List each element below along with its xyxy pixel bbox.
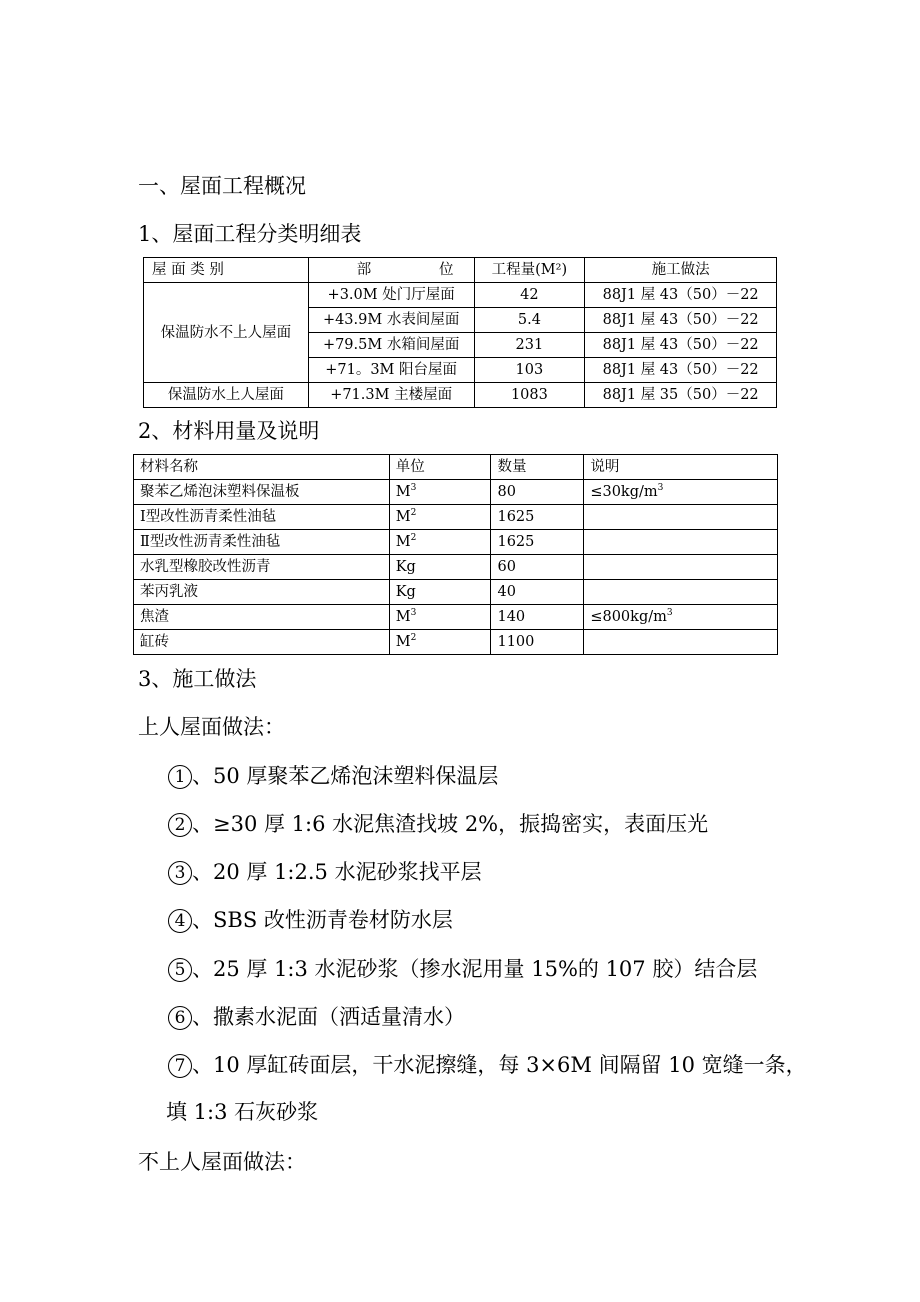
cell-name: 聚苯乙烯泡沫塑料保温板 [134, 480, 390, 505]
note-sup: 3 [666, 608, 673, 619]
cell-qty: 40 [491, 580, 584, 605]
group-label: 保温防水上人屋面 [144, 383, 309, 408]
header-note: 说明 [584, 455, 778, 480]
cell-note [584, 555, 778, 580]
group-label: 保温防水不上人屋面 [144, 283, 309, 383]
unit-base: Kg [395, 559, 416, 575]
step-text: 、50 厚聚苯乙烯泡沫塑料保温层 [192, 764, 499, 788]
cell-unit [389, 555, 491, 580]
cell-qty: 5.4 [474, 308, 585, 333]
cell-note [584, 605, 778, 630]
unit-base: M [395, 634, 411, 650]
step-2 [168, 810, 708, 838]
method-title: 上人屋面做法： [138, 715, 285, 739]
cell-qty: 60 [491, 555, 584, 580]
cell-method: 88J1 屋 43（50）－22 [585, 308, 777, 333]
unit-sup: 3 [410, 483, 417, 494]
header-qty: 工程量(M²) [474, 258, 585, 283]
cell-method: 88J1 屋 43（50）－22 [585, 358, 777, 383]
cell-qty: 140 [491, 605, 584, 630]
cell-part: +71.3M 主楼屋面 [308, 383, 474, 408]
step-text: 、SBS 改性沥青卷材防水层 [192, 908, 453, 932]
table-row [144, 283, 777, 308]
table-row [134, 630, 778, 655]
unit-base: Kg [395, 584, 416, 600]
circled-number: 1 [168, 765, 192, 789]
circled-number: 4 [168, 909, 192, 933]
subsection-title-3: 3、施工做法 [138, 667, 257, 691]
step-1 [168, 762, 498, 790]
table-row [134, 530, 778, 555]
cell-note [584, 530, 778, 555]
cell-note [584, 505, 778, 530]
unit-base: M [395, 509, 411, 525]
circled-number: 5 [168, 958, 192, 982]
unit-base: M [395, 609, 411, 625]
cell-qty: 231 [474, 333, 585, 358]
cell-qty: 1083 [474, 383, 585, 408]
step-4 [168, 906, 453, 934]
cell-part: +79.5M 水箱间屋面 [308, 333, 474, 358]
cell-method: 88J1 屋 43（50）－22 [585, 283, 777, 308]
header-type: 屋 面 类 别 [144, 258, 309, 283]
subsection-title-2: 2、材料用量及说明 [138, 419, 320, 443]
cell-name: 苯丙乳液 [134, 580, 390, 605]
note-base: ≤800kg/m [590, 609, 667, 625]
table-row [134, 605, 778, 630]
note-base: ≤30kg/m [590, 484, 658, 500]
cell-note [584, 630, 778, 655]
cell-method: 88J1 屋 35（50）－22 [585, 383, 777, 408]
step-text: 、10 厚缸砖面层，干水泥擦缝，每 3×6M 间隔留 10 宽缝一条， [192, 1053, 807, 1077]
cell-unit [389, 630, 491, 655]
step-text: 、≥30 厚 1:6 水泥焦渣找坡 2%，振捣密实，表面压光 [192, 812, 709, 836]
cell-unit [389, 480, 491, 505]
cell-qty: 103 [474, 358, 585, 383]
table-row [134, 555, 778, 580]
circled-number: 6 [168, 1006, 192, 1030]
cell-qty: 1625 [491, 505, 584, 530]
cell-part: +71。3M 阳台屋面 [308, 358, 474, 383]
unit-sup: 2 [410, 633, 417, 644]
cell-part: +43.9M 水表间屋面 [308, 308, 474, 333]
cell-part: +3.0M 处门厅屋面 [308, 283, 474, 308]
table-row [134, 505, 778, 530]
cell-unit [389, 605, 491, 630]
unit-sup: 3 [410, 608, 417, 619]
step-5 [168, 955, 757, 983]
cell-name: 焦渣 [134, 605, 390, 630]
method2-title: 不上人屋面做法： [138, 1150, 306, 1174]
header-name: 材料名称 [134, 455, 390, 480]
cell-name: 缸砖 [134, 630, 390, 655]
header-part [308, 258, 474, 283]
table-row [134, 480, 778, 505]
cell-qty: 80 [491, 480, 584, 505]
cell-name: 水乳型橡胶改性沥青 [134, 555, 390, 580]
step-6 [168, 1003, 465, 1031]
unit-base: M [395, 484, 411, 500]
cell-unit [389, 530, 491, 555]
step-3 [168, 858, 482, 886]
roof-classification-table [143, 257, 777, 408]
unit-sup: 2 [410, 508, 417, 519]
cell-unit [389, 580, 491, 605]
header-unit: 单位 [389, 455, 491, 480]
material-usage-table [133, 454, 778, 655]
circled-number: 2 [168, 813, 192, 837]
step-7 [168, 1051, 807, 1079]
circled-number: 7 [168, 1054, 192, 1078]
header-part-a: 部 [356, 262, 372, 278]
cell-unit [389, 505, 491, 530]
table-row [134, 580, 778, 605]
note-sup: 3 [657, 483, 664, 494]
unit-base: M [395, 534, 411, 550]
cell-qty: 1100 [491, 630, 584, 655]
step-7-continuation: 填 1:3 石灰砂浆 [166, 1100, 319, 1124]
cell-note [584, 580, 778, 605]
header-method: 施工做法 [585, 258, 777, 283]
table-header-row [144, 258, 777, 283]
unit-sup: 2 [410, 533, 417, 544]
step-text: 、25 厚 1:3 水泥砂浆（掺水泥用量 15%的 107 胶）结合层 [192, 957, 758, 981]
step-text: 、撒素水泥面（洒适量清水） [192, 1005, 465, 1029]
table-row [144, 383, 777, 408]
subsection-title-1: 1、屋面工程分类明细表 [138, 222, 362, 246]
cell-name: Ⅰ型改性沥青柔性油毡 [134, 505, 390, 530]
section-title: 一、屋面工程概况 [138, 174, 306, 198]
cell-qty: 1625 [491, 530, 584, 555]
header-qty: 数量 [491, 455, 584, 480]
cell-method: 88J1 屋 43（50）－22 [585, 333, 777, 358]
cell-name: Ⅱ型改性沥青柔性油毡 [134, 530, 390, 555]
circled-number: 3 [168, 861, 192, 885]
table-header-row [134, 455, 778, 480]
cell-note [584, 480, 778, 505]
cell-qty: 42 [474, 283, 585, 308]
header-part-b: 位 [439, 262, 454, 278]
step-text: 、20 厚 1:2.5 水泥砂浆找平层 [192, 860, 482, 884]
